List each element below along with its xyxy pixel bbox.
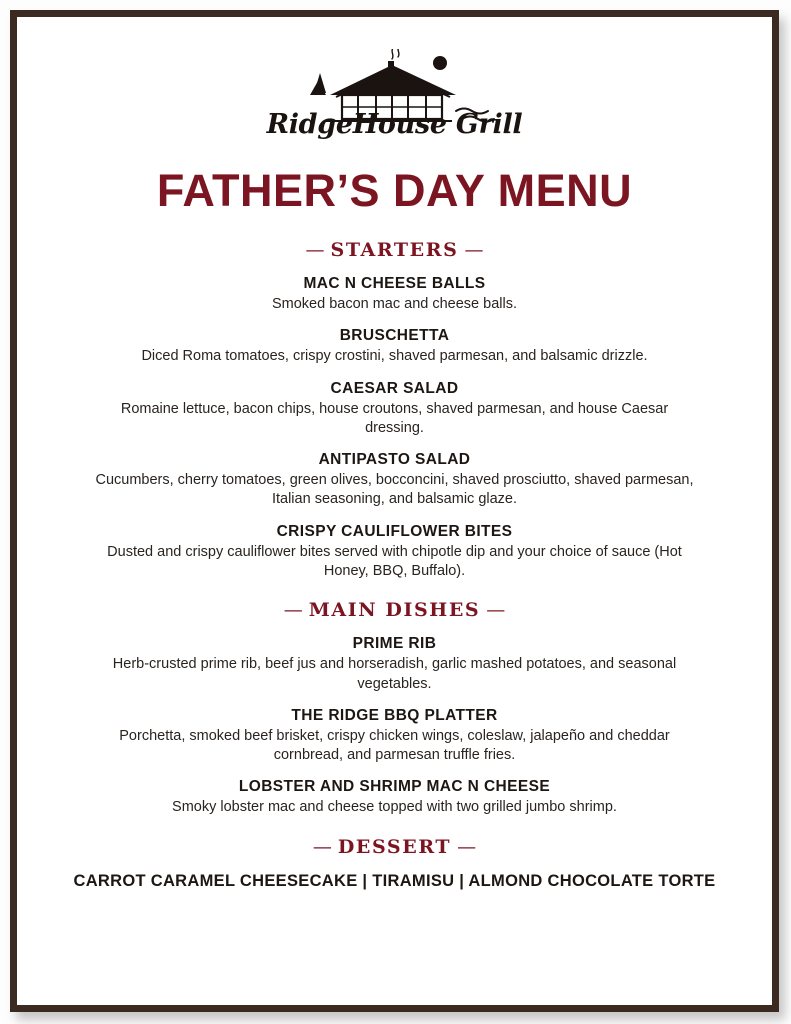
dash-right-dessert: — [457, 835, 477, 858]
menu-item [73, 778, 716, 817]
item-name: PRIME RIB [352, 635, 437, 653]
section-heading-main-dishes [73, 599, 716, 621]
item-description: Cucumbers, cherry tomatoes, green olives, bocconcini, shaved prosciutto, shaved parmesan, Italian seasoning, and balsamic glaze. [95, 472, 694, 508]
section-title-dessert: DESSERT [337, 835, 452, 858]
item-name: CAESAR SALAD [330, 379, 459, 397]
page-title: FATHER’S DAY MENU [156, 165, 633, 216]
item-description: Porchetta, smoked beef brisket, crispy chicken wings, coleslaw, jalapeño and cheddar cornbread, and parmesan truffle fries. [119, 727, 670, 764]
item-name: THE RIDGE BBQ PLATTER [291, 706, 498, 724]
menu-border-frame [10, 10, 779, 1012]
item-description: Smoky lobster mac and cheese topped with two grilled jumbo shrimp. [172, 799, 617, 816]
item-name: BRUSCHETTA [339, 327, 450, 345]
section-heading-starters [73, 239, 716, 261]
dash-left-starters: — [305, 239, 325, 261]
section-title-main-dishes: MAIN DISHES [308, 599, 481, 622]
menu-item [73, 380, 716, 439]
menu-item [73, 275, 716, 314]
menu-item [73, 707, 716, 766]
menu-item [73, 327, 716, 366]
menu-item [73, 523, 716, 582]
brand-wordmark: RidgeHouse Grill [266, 109, 523, 140]
section-heading-dessert [73, 836, 716, 858]
item-name: ANTIPASTO SALAD [318, 451, 471, 469]
item-description: Diced Roma tomatoes, crispy crostini, shaved parmesan, and balsamic drizzle. [141, 348, 648, 365]
item-description: Romaine lettuce, bacon chips, house croutons, shaved parmesan, and house Caesar dressing. [120, 400, 669, 436]
menu-item [73, 635, 716, 694]
dash-left-dessert: — [312, 835, 332, 858]
item-name: CRISPY CAULIFLOWER BITES [276, 522, 513, 540]
item-description: Herb-crusted prime rib, beef jus and horseradish, garlic mashed potatoes, and seasonal vegetables. [112, 656, 677, 692]
item-description: Dusted and crispy cauliflower bites served with chipotle dip and your choice of sauce (Hot Honey, BBQ, Buffalo). [107, 543, 682, 579]
dash-left-main: — [283, 599, 303, 622]
dash-right-starters: — [464, 239, 484, 261]
dash-right-main: — [486, 599, 506, 622]
section-title-starters: STARTERS [330, 239, 459, 261]
item-name: MAC N CHEESE BALLS [303, 275, 486, 292]
brand-logo [73, 49, 716, 138]
item-description: Smoked bacon mac and cheese balls. [271, 296, 518, 312]
item-name: LOBSTER AND SHRIMP MAC N CHEESE [238, 778, 551, 796]
dessert-items: CARROT CARAMEL CHEESECAKE | TIRAMISU | ALMOND CHOCOLATE TORTE [73, 871, 716, 890]
menu-item [73, 451, 716, 510]
menu-content [17, 17, 772, 1005]
